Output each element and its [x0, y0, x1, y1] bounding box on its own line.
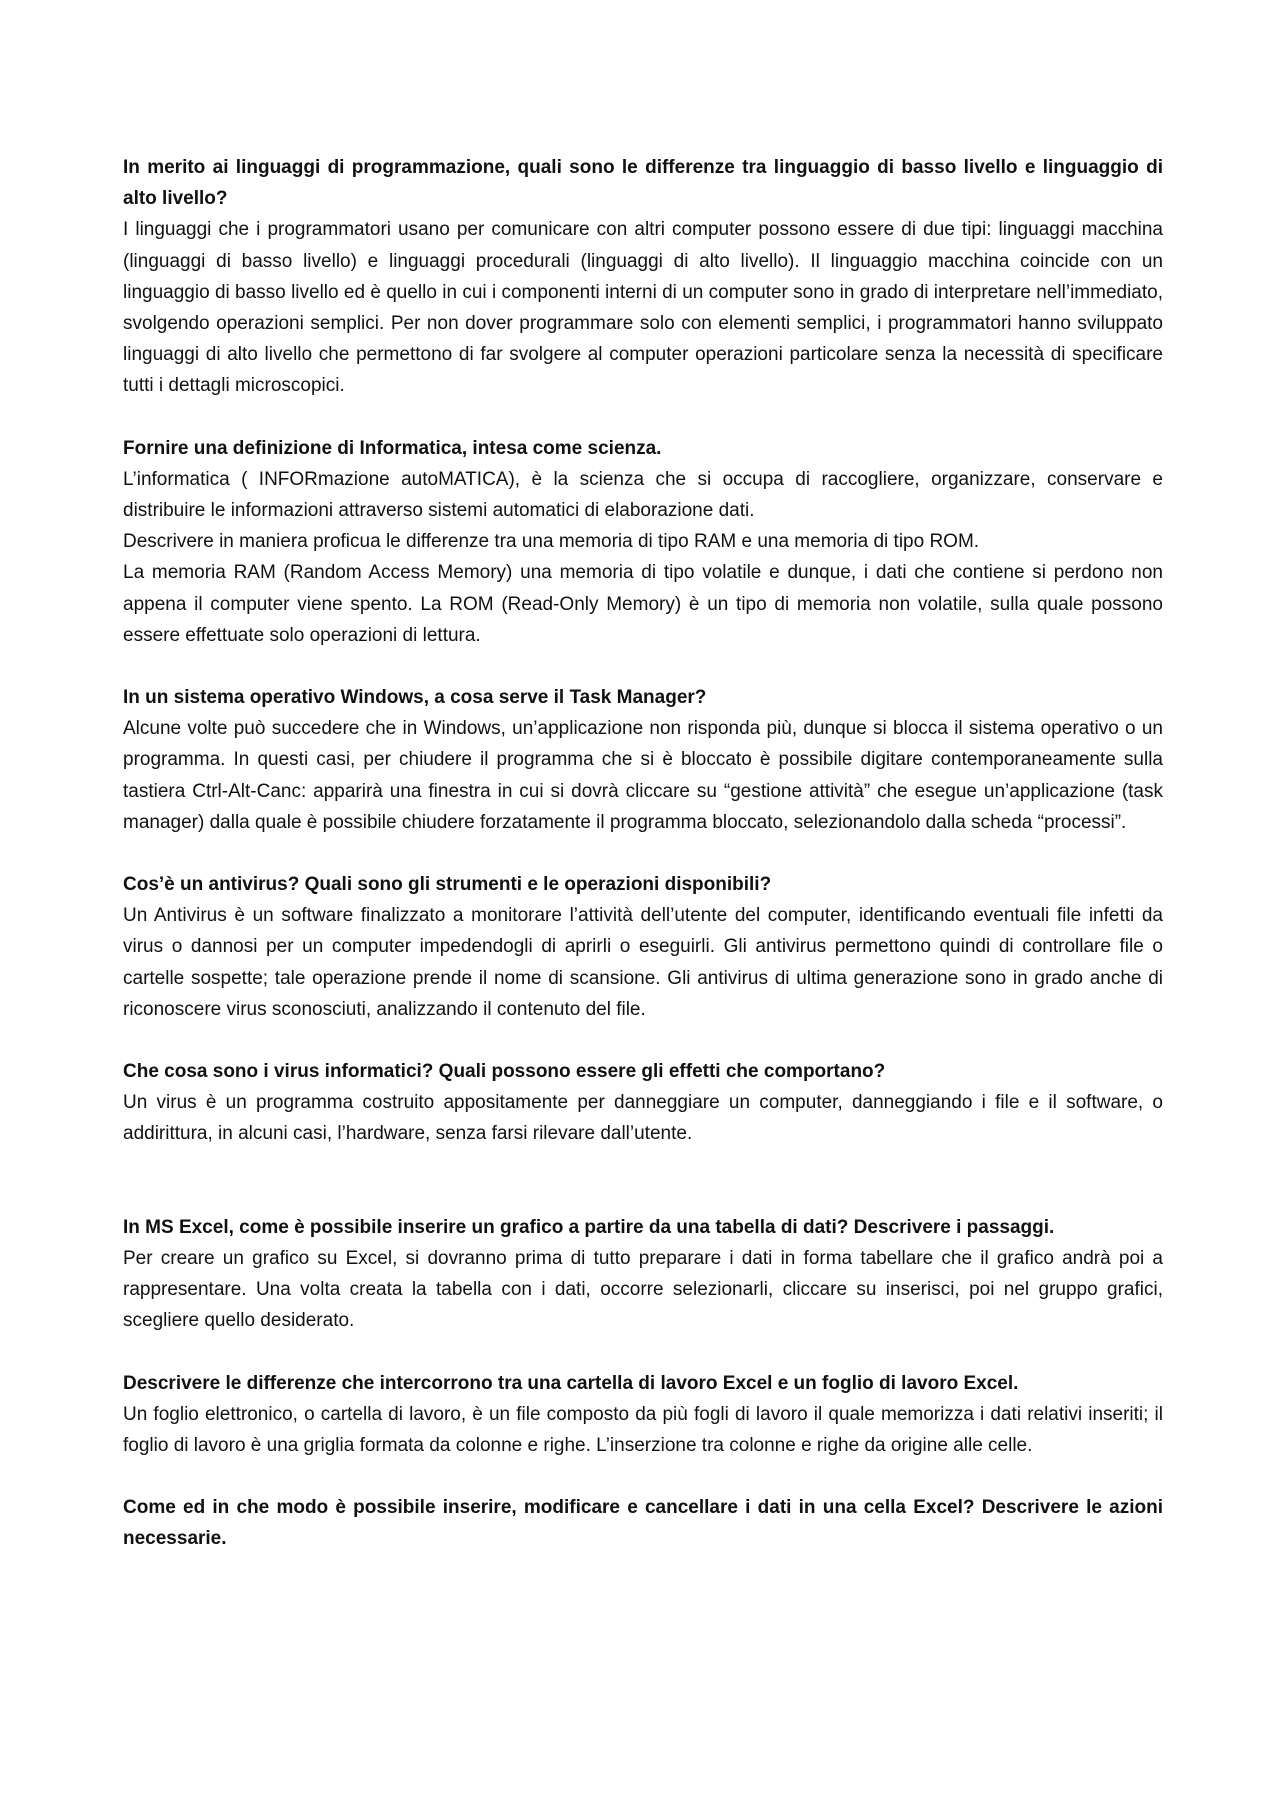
- answer-paragraph: Un virus è un programma costruito appositamente per danneggiare un computer, danneggiando i file e il software, o addirittura, in alcuni casi, l’hardware, senza farsi rilevare dall’utente.: [123, 1092, 1163, 1145]
- answer-paragraph: I linguaggi che i programmatori usano per comunicare con altri computer possono essere di due tipi: linguaggi macchina (linguaggi di basso livello) e linguaggi procedurali (linguaggi di alto livello). Il linguaggio macchina coincide con un linguaggio di basso livello ed è quello in cui i componenti interni di un computer sono in grado di interpretare nell’immediato, svolgendo operazioni semplici. Per non dover programmare solo con elementi semplici, i programmatori hanno sviluppato linguaggi di alto livello che permettono di far svolgere al computer operazioni particolare senza la necessità di specificare tutti i dettagli microscopici.: [123, 219, 1163, 397]
- paragraph-spacer: [123, 651, 1163, 682]
- answer-paragraph: Per creare un grafico su Excel, si dovranno prima di tutto preparare i dati in forma tabellare che il grafico andrà poi a rappresentare. Una volta creata la tabella con i dati, occorre selezionarli, cliccare su inserisci, poi nel gruppo grafici, scegliere quello desiderato.: [123, 1247, 1163, 1332]
- question-heading: Descrivere le differenze che intercorrono tra una cartella di lavoro Excel e un foglio di lavoro Excel.: [123, 1372, 1019, 1394]
- paragraph-spacer: [123, 1461, 1163, 1492]
- question-heading: Come ed in che modo è possibile inserire, modificare e cancellare i dati in una cella Excel? Descrivere le azioni necessarie.: [123, 1497, 1163, 1550]
- paragraph-spacer: [123, 1337, 1163, 1368]
- answer-paragraph: Un foglio elettronico, o cartella di lavoro, è un file composto da più fogli di lavoro il quale memorizza i dati relativi inseriti; il foglio di lavoro è una griglia formata da colonne e righe. L’inserzione tra colonne e righe da origine alle celle.: [123, 1403, 1163, 1456]
- answer-paragraph: L’informatica ( INFORmazione autoMATICA), è la scienza che si occupa di raccogliere, organizzare, conservare e distribuire le informazioni attraverso sistemi automatici di elaborazione dati.: [123, 468, 1163, 522]
- paragraph-spacer: [123, 838, 1163, 869]
- answer-paragraph: Un Antivirus è un software finalizzato a monitorare l’attività dell’utente del computer, identificando eventuali file infetti da virus o dannosi per un computer impedendogli di aprirli o eseguirli. Gli antivirus permettono quindi di controllare file o cartelle sospette; tale operazione prende il nome di scansione. Gli antivirus di ultima generazione sono in grado anche di riconoscere virus sconosciuti, analizzando il contenuto del file.: [123, 905, 1163, 1020]
- question-heading: In merito ai linguaggi di programmazione, quali sono le differenze tra linguaggio di basso livello e linguaggio di alto livello?: [123, 157, 1163, 210]
- question-heading: Cos’è un antivirus? Quali sono gli strumenti e le operazioni disponibili?: [123, 874, 772, 896]
- question-heading: Che cosa sono i virus informatici? Quali possono essere gli effetti che comportano?: [123, 1061, 886, 1083]
- question-heading: In MS Excel, come è possibile inserire un grafico a partire da una tabella di dati? Descrivere i passaggi.: [123, 1216, 1055, 1238]
- paragraph-spacer: [123, 1150, 1163, 1212]
- answer-paragraph: La memoria RAM (Random Access Memory) una memoria di tipo volatile e dunque, i dati che contiene si perdono non appena il computer viene spento. La ROM (Read-Only Memory) è un tipo di memoria non volatile, sulla quale possono essere effettuate solo operazioni di lettura.: [123, 562, 1163, 646]
- document-page: [123, 152, 1163, 1555]
- question-heading: Fornire una definizione di Informatica, intesa come scienza.: [123, 437, 662, 459]
- question-heading: In un sistema operativo Windows, a cosa serve il Task Manager?: [123, 687, 707, 709]
- answer-paragraph: Descrivere in maniera proficua le differenze tra una memoria di tipo RAM e una memoria di tipo ROM.: [123, 531, 980, 553]
- paragraph-spacer: [123, 1025, 1163, 1056]
- answer-paragraph: Alcune volte può succedere che in Windows, un’applicazione non risponda più, dunque si blocca il sistema operativo o un programma. In questi casi, per chiudere il programma che si è bloccato è possibile digitare contemporaneamente sulla tastiera Ctrl-Alt-Canc: apparirà una finestra in cui si dovrà cliccare su “gestione attività” che esegue un’applicazione (task manager) dalla quale è possibile chiudere forzatamente il programma bloccato, selezionandolo dalla scheda “processi”.: [123, 718, 1163, 833]
- paragraph-spacer: [123, 402, 1163, 433]
